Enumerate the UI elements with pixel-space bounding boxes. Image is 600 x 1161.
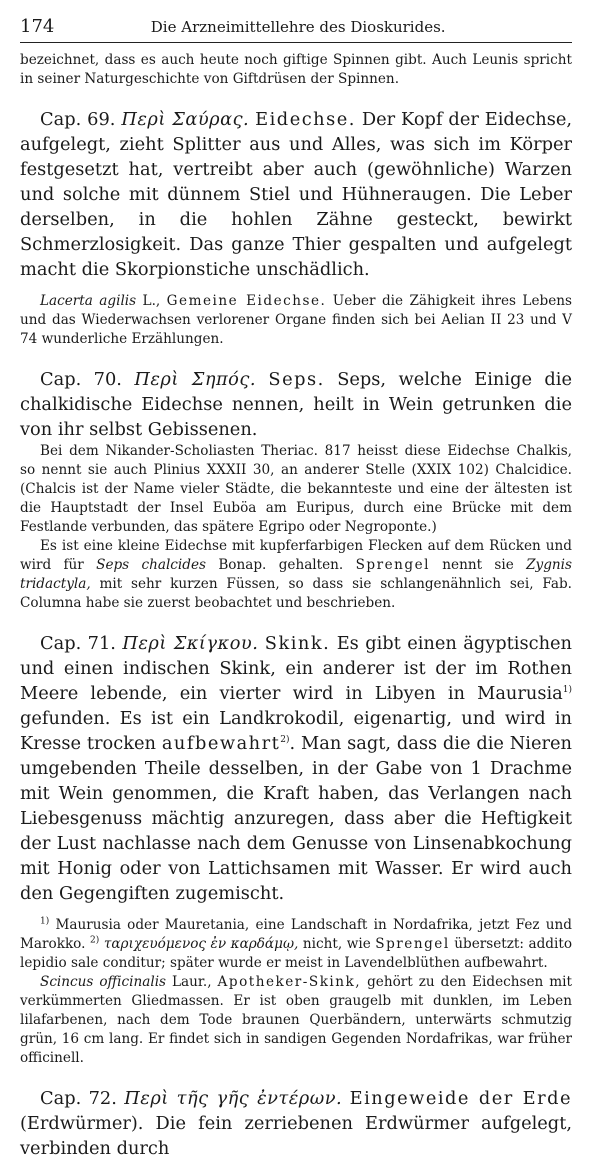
chapter-69-commentary: [20, 292, 572, 349]
page-number: 174: [20, 16, 55, 37]
chapter-70-commentary-2b: Bonap. gehalten.: [206, 557, 356, 573]
chapter-71-commentary-text: gehört zu den Eidechsen mit verkümmerten Gliedmassen. Er ist oben graugelb mit dunklen, im Leben lilafarbenen, nach dem Tode braunen Querbändern, unterwärts schmutzig grün, 16 cm lang. Er findet sich in sandigen Gegenden Nordafrikas, war früher officinell.: [20, 974, 572, 1066]
chapter-71-author: Laur.,: [166, 974, 218, 990]
chapter-71-text-a: Es gibt einen ägyptischen und einen indischen Skink, ein anderer ist der im Rothen Meere lebende, ein vierter wird in Libyen in Maurusia: [20, 633, 572, 704]
chapter-70-name: Seps.: [268, 369, 325, 390]
chapter-69-greek-title: Περὶ Σαύρας.: [121, 109, 250, 130]
chapter-70-commentary-2c: nennt sie: [429, 557, 527, 573]
footnote-1-text: Maurusia oder Mauretania, eine Landschaft in Nordafrika, jetzt Fez und Marokko.: [20, 917, 572, 952]
chapter-69-species: Lacerta agilis: [40, 293, 137, 309]
footnote-2-mark: 2): [90, 935, 100, 946]
chapter-72: [20, 1086, 572, 1161]
chapter-69-common-name: Gemeine Eidechse.: [166, 293, 327, 309]
chapter-72-name: Eingeweide der Erde: [349, 1088, 572, 1109]
chapter-72-number: Cap. 72.: [40, 1088, 117, 1109]
chapter-70-species-2: Zygnis tridactyla,: [20, 557, 572, 592]
intro-paragraph: bezeichnet, dass es auch heute noch giftige Spinnen gibt. Auch Leunis spricht in seiner Naturgeschichte von Giftdrüsen der Spinnen.: [20, 52, 572, 87]
chapter-71-commentary: [20, 973, 572, 1068]
chapter-69-text: Der Kopf der Eidechse, aufgelegt, zieht Splitter aus und Alles, was sich im Körper festgesetzt hat, vertreibt aber auch (gewöhnliche) Warzen und solche mit dünnem Stiel und Hühneraugen. Die Leber derselben, in die hohlen Zähne gesteckt, bewirkt Schmerzlosigkeit. Das ganze Thier gespalten und aufgelegt macht die Skorpionstiche unschädlich.: [20, 109, 573, 280]
footnote-2-text-a: nicht, wie: [298, 936, 376, 952]
chapter-70-text: Seps, welche Einige die chalkidische Eidechse nennen, heilt in Wein getrunken die von ihr selbst Gebissenen.: [20, 369, 572, 440]
chapter-71-number: Cap. 71.: [40, 633, 116, 654]
running-title: Die Arzneimittellehre des Dioskurides.: [150, 18, 446, 36]
chapter-70-commentary-2d: mit sehr kurzen Füssen, so dass sie schlangenähnlich sei, Fab. Columna habe sie zuerst beobachtet und beschrieben.: [20, 576, 572, 611]
footnote-ref-1: 1): [562, 685, 572, 696]
chapter-71-text-b: gefunden. Es ist ein Landkrokodil, eigenartig, und wird in Kresse trocken: [20, 708, 572, 754]
chapter-69-commentary-text: Ueber die Zähigkeit ihres Lebens und das Wiederwachsen verlorener Organe finden sich bei Aelian II 23 und V 74 wunderliche Erzählungen.: [20, 293, 572, 347]
chapter-70-greek-title: Περὶ Σηπός.: [134, 369, 256, 390]
footnote-1-mark: 1): [40, 916, 50, 927]
footnote-2-sprengel: Sprengel: [375, 936, 450, 952]
chapter-71-text-c: . Man sagt, dass die die Nieren umgebenden Theile desselben, in der Gabe von 1 Drachme mit Wein genommen, die Kraft haben, das Verlangen nach Liebesgenuss mächtig anzuregen, dass aber die Heftigkeit der Lust nachlasse nach dem Genusse von Linsenabkochung mit Honig oder von Lattichsamen mit Wasser. Er wird auch den Gegengiften zugemischt.: [20, 733, 572, 904]
chapter-69-name: Eidechse.: [255, 109, 356, 130]
footnote-2-text-b: übersetzt: addito lepidio sale conditur; später wurde er meist in Lavendelblüthen aufbewahrt.: [20, 936, 573, 971]
chapter-69-number: Cap. 69.: [40, 109, 116, 130]
footnote-ref-2: 2): [280, 735, 290, 746]
page-header: [20, 16, 572, 43]
chapter-71-species: Scincus officinalis: [40, 974, 167, 990]
chapter-71-aufbewahrt: aufbewahrt: [161, 733, 281, 754]
chapter-71-greek-title: Περὶ Σκίγκου.: [122, 633, 259, 654]
chapter-71-name: Skink.: [264, 633, 331, 654]
footnote-2-greek: ταριχευόμενος ἐν καρδάμῳ,: [99, 936, 299, 952]
chapter-72-greek-title: Περὶ τῆς γῆς ἐντέρων.: [124, 1088, 343, 1109]
chapter-71-common-name: Apotheker-Skink,: [217, 974, 362, 990]
chapter-69: [20, 107, 572, 282]
chapter-70-sprengel: Sprengel: [355, 557, 430, 573]
chapter-70-commentary-1: Bei dem Nikander-Scholiasten Theriac. 817 heisst diese Eidechse Chalkis, so nennt sie auch Plinius XXXII 30, an anderer Stelle (XXIX 102) Chalcidice. (Chalcis ist der Name vieler Städte, die bekannteste und eine der ältesten ist die Hauptstadt der Insel Euböa am Euripus, durch eine Brücke mit dem Festlande verbunden, das spätere Egripo oder Negroponte.): [20, 443, 572, 535]
chapter-70: [20, 367, 572, 442]
chapter-70-species: Seps chalcides: [96, 557, 206, 573]
chapter-70-commentary-2a: Es ist eine kleine Eidechse mit kupferfarbigen Flecken auf dem Rücken und wird für: [20, 538, 572, 573]
chapter-70-number: Cap. 70.: [40, 369, 122, 390]
chapter-72-text: (Erdwürmer). Die fein zerriebenen Erdwürmer aufgelegt, verbinden durch: [20, 1113, 572, 1159]
chapter-70-commentary-2: [20, 537, 572, 613]
chapter-69-author: L.,: [136, 293, 167, 309]
footnote-1: [20, 916, 572, 973]
chapter-71: [20, 631, 572, 906]
